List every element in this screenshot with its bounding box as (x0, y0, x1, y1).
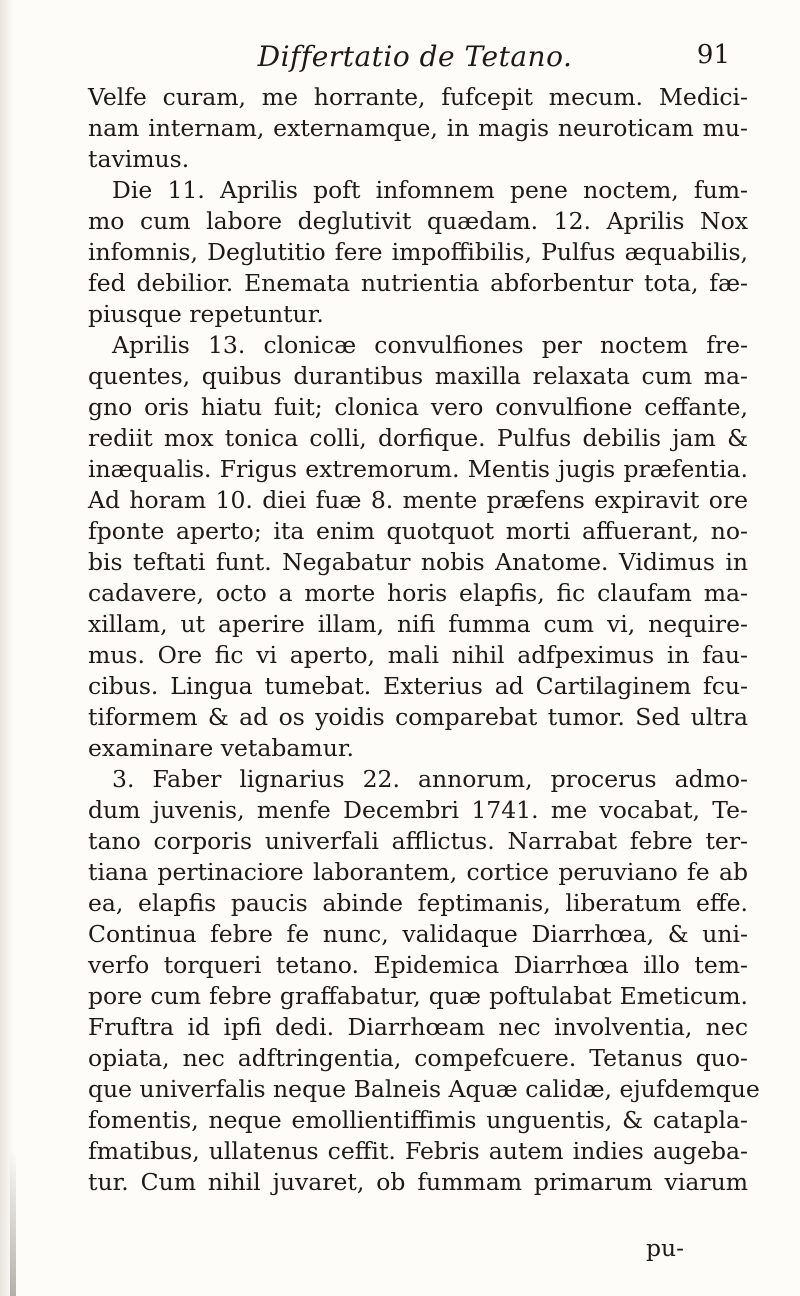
text-line: nam internam, externamque, in magis neuroticam mu- (88, 114, 748, 142)
text-line: 3. Faber lignarius 22. annorum, procerus admo- (112, 765, 748, 793)
text-line: mus. Ore fic vi aperto, mali nihil adfpeximus in fau- (88, 641, 748, 669)
text-line: Die 11. Aprilis poft infomnem pene noctem, fum- (112, 176, 748, 204)
page-number: 91 (696, 40, 730, 70)
text-line: Continua febre fe nunc, validaque Diarrhœa, & uni- (88, 920, 748, 948)
text-line: mo cum labore deglutivit quædam. 12. Aprilis Nox (88, 207, 748, 235)
text-line: dum juvenis, menfe Decembri 1741. me vocabat, Te- (88, 796, 748, 824)
text-line: gno oris hiatu fuit; clonica vero convulfione ceffante, (88, 393, 748, 421)
text-line: tiana pertinaciore laborantem, cortice peruviano fe ab (88, 858, 748, 886)
text-line: ea, elapfis paucis abinde feptimanis, liberatum effe. (88, 889, 748, 917)
text-line: tano corporis univerfali afflictus. Narrabat febre ter- (88, 827, 748, 855)
text-line: opiata, nec adftringentia, compefcuere. Tetanus quo- (88, 1044, 748, 1072)
text-line: fmatibus, ullatenus ceffit. Febris autem indies augeba- (88, 1137, 748, 1165)
text-line: rediit mox tonica colli, dorfique. Pulfus debilis jam & (88, 424, 748, 452)
text-line: fomentis, neque emollientiffimis unguentis, & catapla- (88, 1106, 748, 1134)
text-line: verfo torqueri tetano. Epidemica Diarrhœa illo tem- (88, 951, 748, 979)
text-line: quentes, quibus durantibus maxilla relaxata cum ma- (88, 362, 748, 390)
text-line: fponte aperto; ita enim quotquot morti affuerant, no- (88, 517, 748, 545)
text-line: piusque repetuntur. (88, 300, 324, 328)
binding-edge (0, 0, 14, 1296)
text-line: infomnis, Deglutitio fere impoffibilis, Pulfus æquabilis, (88, 238, 748, 266)
text-line: xillam, ut aperire illam, nifi fumma cum vi, nequire- (88, 610, 748, 638)
text-line: examinare vetabamur. (88, 734, 354, 762)
text-line: pore cum febre graffabatur, quæ poftulabat Emeticum. (88, 982, 748, 1010)
text-line: bis teftati funt. Negabatur nobis Anatome. Vidimus in (88, 548, 748, 576)
text-line: tur. Cum nihil juvaret, ob fummam primarum viarum (88, 1168, 748, 1196)
text-line: Fruftra id ipfi dedi. Diarrhœam nec involventia, nec (88, 1013, 748, 1041)
catchword: pu- (646, 1234, 685, 1262)
text-line: tiformem & ad os yoidis comparebat tumor. Sed ultra (88, 703, 748, 731)
text-line: fed debilior. Enemata nutrientia abforbentur tota, fæ- (88, 269, 748, 297)
body-text (88, 82, 760, 1198)
text-line: inæqualis. Frigus extremorum. Mentis jugis præfentia. (88, 455, 748, 483)
text-line: cibus. Lingua tumebat. Exterius ad Cartilaginem fcu- (88, 672, 748, 700)
text-line: tavimus. (88, 145, 190, 173)
text-line: cadavere, octo a morte horis elapfis, fic claufam ma- (88, 579, 748, 607)
margin-stain (10, 1150, 16, 1296)
text-line: que univerfalis neque Balneis Aquæ calidæ, ejufdemque (88, 1075, 760, 1103)
text-line: Aprilis 13. clonicæ convulfiones per noctem fre- (112, 331, 748, 359)
text-line: Ad horam 10. diei fuæ 8. mente præfens expiravit ore (88, 486, 748, 514)
page-header (100, 40, 730, 80)
running-title: Differtatio de Tetano. (257, 40, 573, 73)
text-line: Velfe curam, me horrante, fufcepit mecum. Medici- (88, 83, 748, 111)
